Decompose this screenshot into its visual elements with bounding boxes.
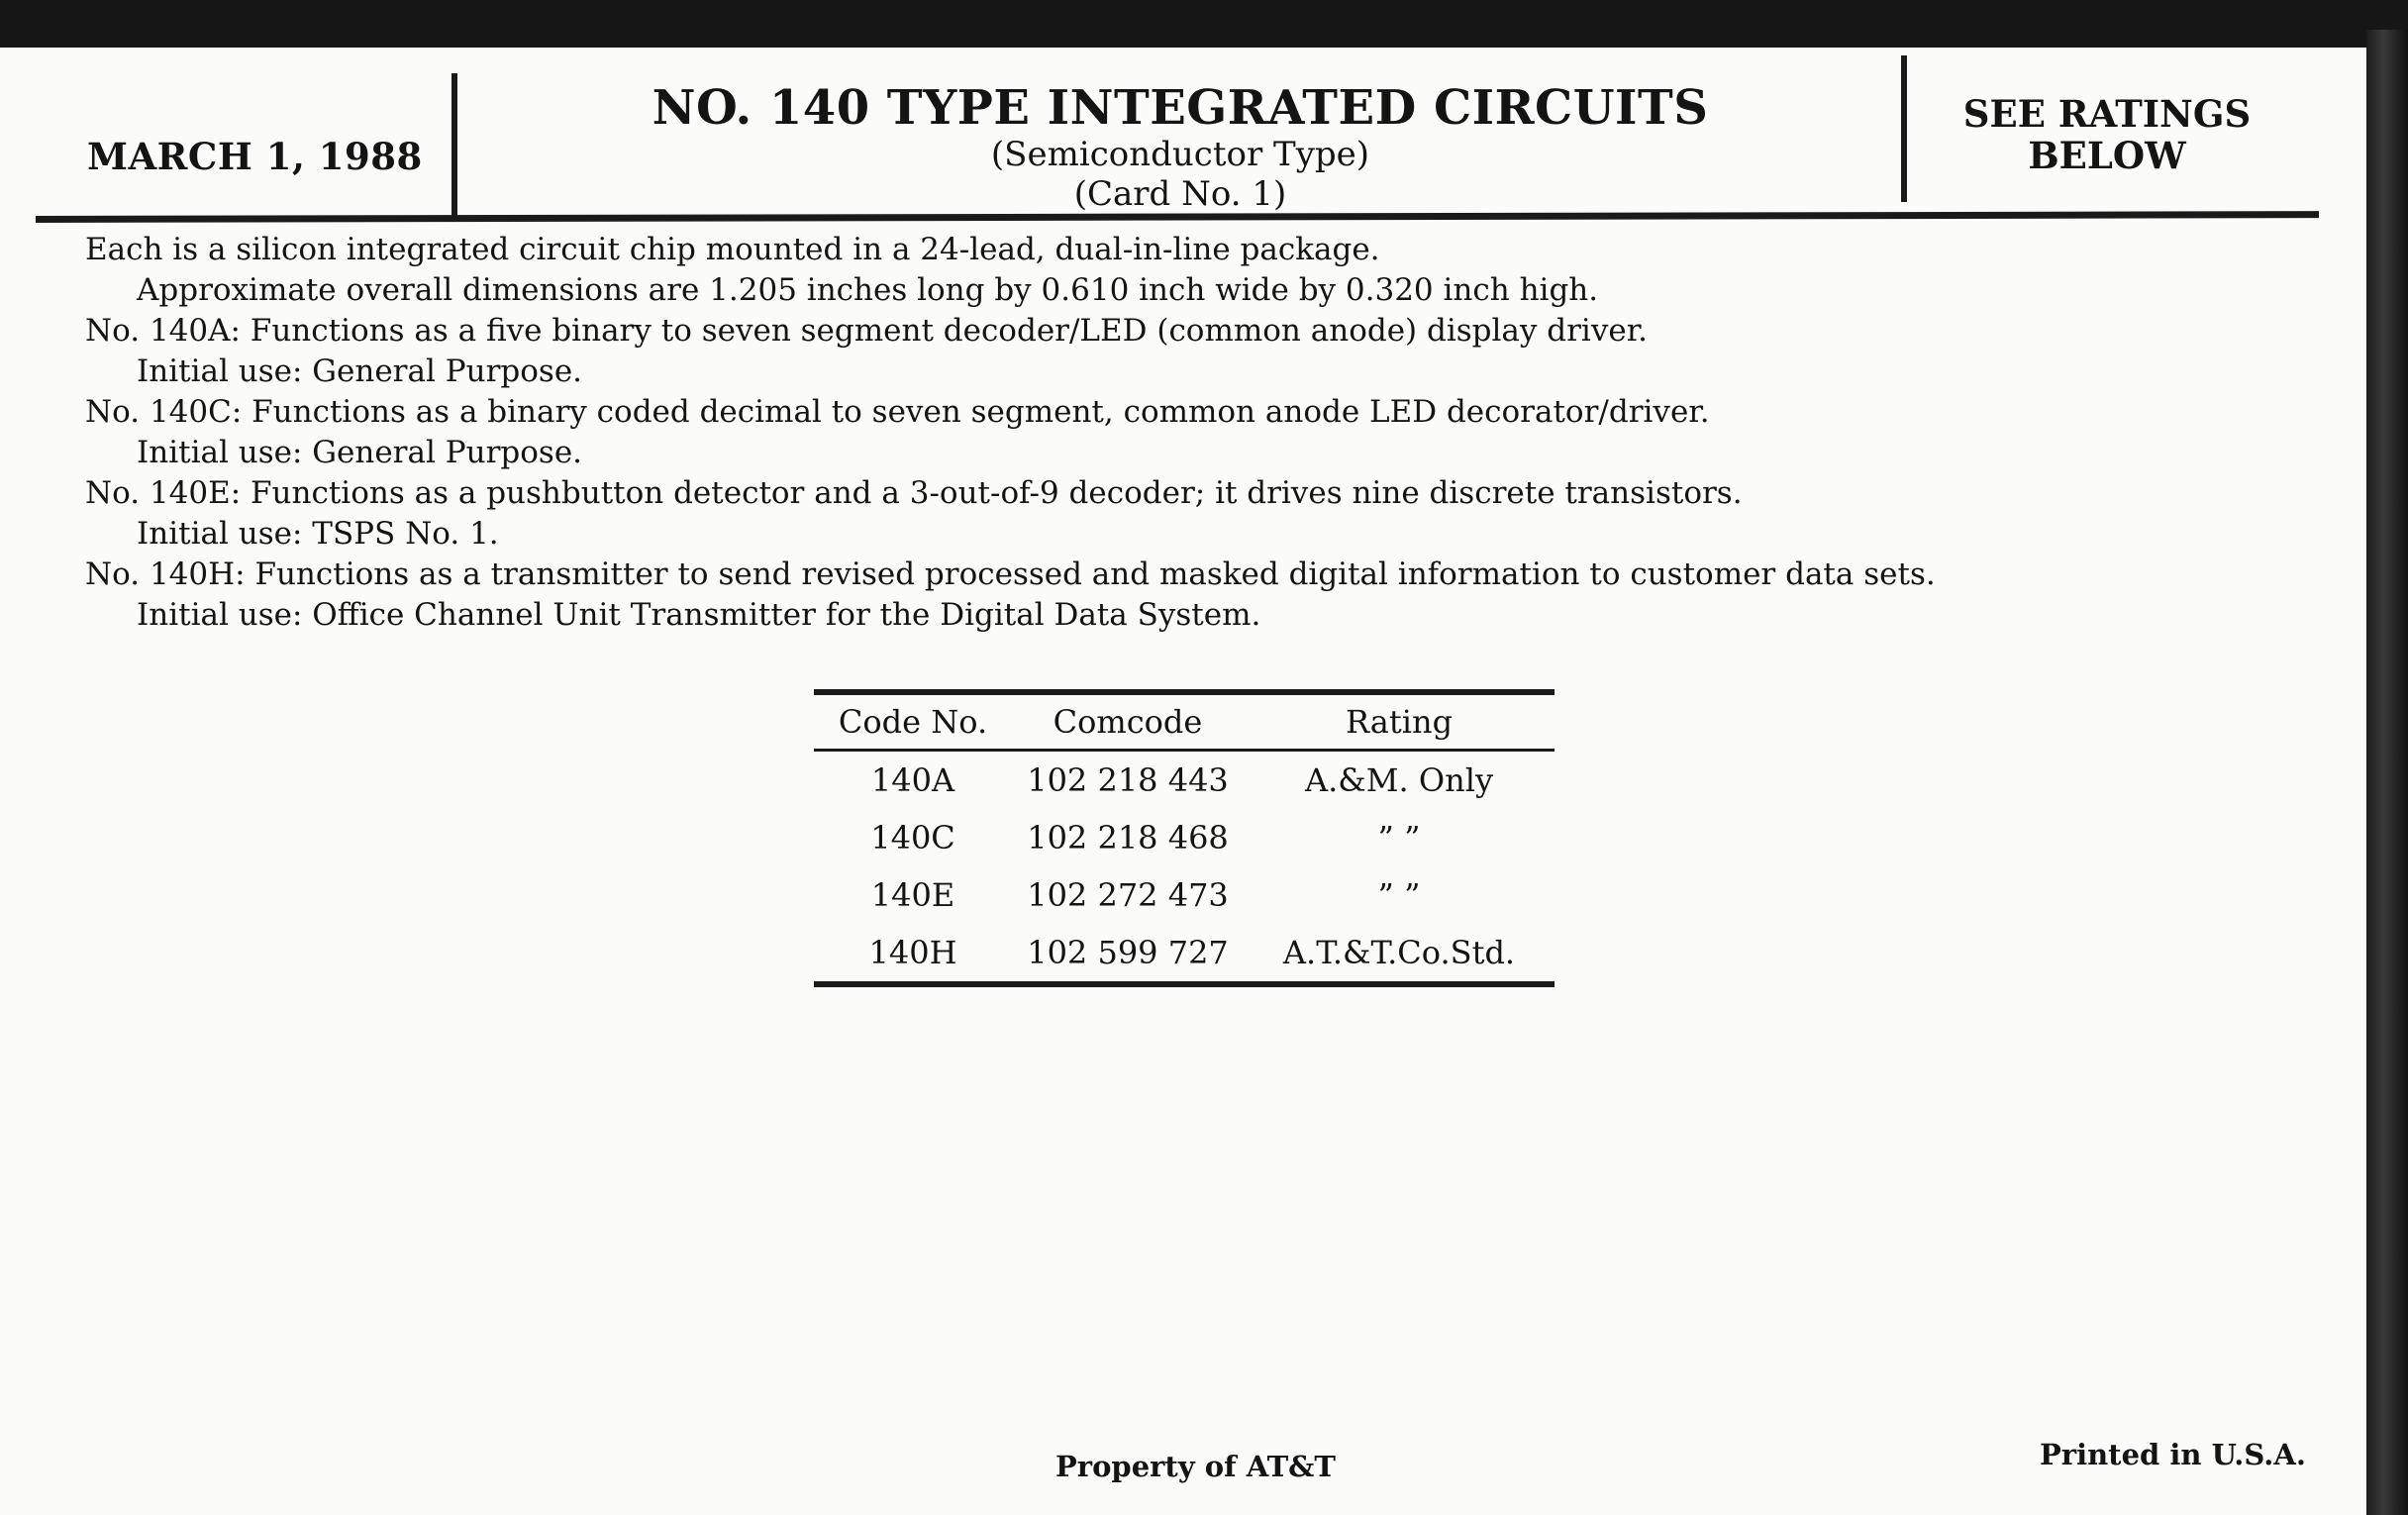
footer-property: Property of AT&T bbox=[1055, 1450, 1336, 1483]
description-line: Initial use: General Purpose. bbox=[137, 354, 583, 389]
ratings-line-2: BELOW bbox=[2028, 134, 2186, 177]
ratings-table bbox=[814, 689, 1555, 987]
footer-printed: Printed in U.S.A. bbox=[2040, 1438, 2306, 1471]
column-header-code: Code No. bbox=[838, 703, 988, 741]
description-line: No. 140H: Functions as a transmitter to send revised processed and masked digital information to customer data sets. bbox=[85, 556, 1936, 592]
description-line: No. 140C: Functions as a binary coded decimal to seven segment, common anode LED decorator/driver. bbox=[85, 394, 1710, 430]
page-subtitle: (Semiconductor Type) bbox=[990, 135, 1370, 174]
description-line: Approximate overall dimensions are 1.205 inches long by 0.610 inch wide by 0.320 inch high. bbox=[137, 272, 1599, 308]
ratings-line-1: SEE RATINGS bbox=[1962, 92, 2252, 136]
table-row bbox=[814, 866, 1555, 924]
cell-comcode: 102 599 727 bbox=[1027, 934, 1229, 971]
ratings-note bbox=[1909, 93, 2305, 176]
description-line: Each is a silicon integrated circuit chip mounted in a 24-lead, dual-in-line package. bbox=[85, 232, 1380, 267]
table-row bbox=[814, 809, 1555, 866]
table-bottom-rule bbox=[814, 981, 1555, 987]
title-block bbox=[459, 81, 1901, 214]
description-line: Initial use: TSPS No. 1. bbox=[137, 516, 499, 552]
table-row bbox=[814, 752, 1555, 809]
description-line: Initial use: Office Channel Unit Transmitter for the Digital Data System. bbox=[137, 597, 1261, 633]
scan-top-edge bbox=[0, 0, 2408, 48]
cell-comcode: 102 218 468 bbox=[1027, 819, 1229, 857]
table-row bbox=[814, 924, 1555, 981]
cell-code: 140C bbox=[870, 819, 955, 857]
page-title: NO. 140 TYPE INTEGRATED CIRCUITS bbox=[652, 80, 1709, 136]
header-divider-right bbox=[1901, 55, 1907, 202]
description-line: No. 140E: Functions as a pushbutton detector and a 3-out-of-9 decoder; it drives nine discrete transistors. bbox=[85, 475, 1743, 511]
cell-rating: ” ” bbox=[1377, 876, 1421, 914]
cell-rating: ” ” bbox=[1377, 819, 1421, 857]
description-line: Initial use: General Purpose. bbox=[137, 435, 583, 470]
description-body bbox=[85, 230, 1966, 636]
column-header-rating: Rating bbox=[1345, 703, 1454, 741]
header-divider-left bbox=[452, 73, 457, 220]
cell-rating: A.&M. Only bbox=[1304, 761, 1494, 799]
table-header-row bbox=[814, 695, 1555, 749]
description-line: No. 140A: Functions as a five binary to seven segment decoder/LED (common anode) display driver. bbox=[85, 313, 1648, 349]
cell-comcode: 102 218 443 bbox=[1027, 761, 1229, 799]
issue-date: MARCH 1, 1988 bbox=[87, 135, 423, 178]
card-number: (Card No. 1) bbox=[1073, 174, 1287, 214]
cell-comcode: 102 272 473 bbox=[1027, 876, 1229, 914]
column-header-comcode: Comcode bbox=[1053, 703, 1203, 741]
cell-code: 140A bbox=[870, 761, 955, 799]
cell-rating: A.T.&T.Co.Std. bbox=[1282, 934, 1516, 971]
scan-right-edge bbox=[2366, 30, 2408, 1515]
cell-code: 140H bbox=[868, 934, 957, 971]
cell-code: 140E bbox=[870, 876, 955, 914]
